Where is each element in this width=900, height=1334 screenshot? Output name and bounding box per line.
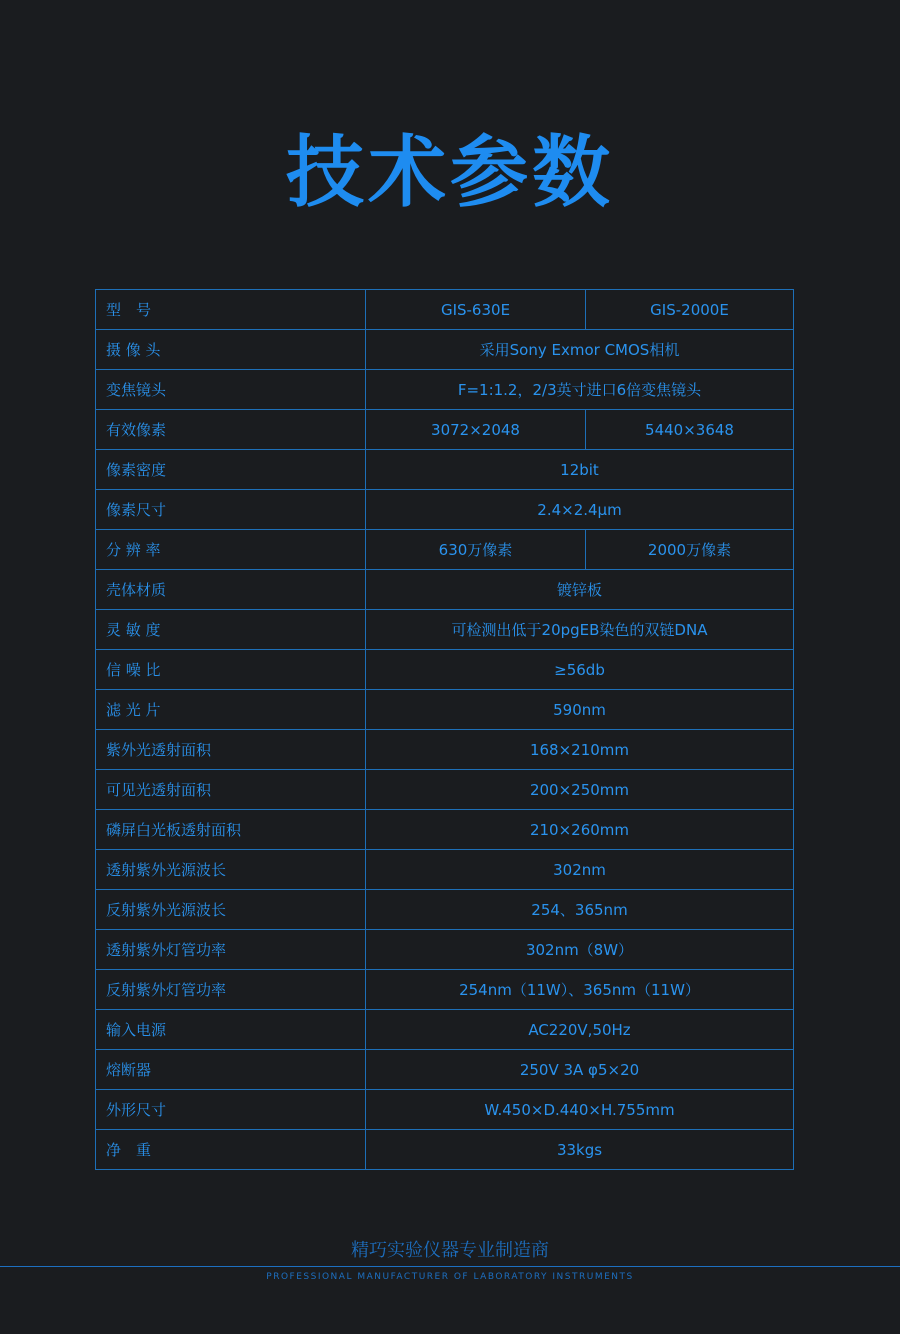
row-value: W.450×D.440×H.755mm — [366, 1090, 794, 1130]
table-row — [96, 970, 794, 1010]
row-label: 反射紫外灯管功率 — [96, 970, 366, 1010]
row-value: 254nm（11W）、365nm（11W） — [366, 970, 794, 1010]
row-value: 2.4×2.4μm — [366, 490, 794, 530]
row-value: 302nm（8W） — [366, 930, 794, 970]
row-label: 可见光透射面积 — [96, 770, 366, 810]
row-label: 熔断器 — [96, 1050, 366, 1090]
row-value: 镀锌板 — [366, 570, 794, 610]
row-label: 外形尺寸 — [96, 1090, 366, 1130]
table-row — [96, 1090, 794, 1130]
row-label: 透射紫外灯管功率 — [96, 930, 366, 970]
row-label: 输入电源 — [96, 1010, 366, 1050]
table-row — [96, 730, 794, 770]
row-value: 250V 3A φ5×20 — [366, 1050, 794, 1090]
spec-table-body — [96, 290, 794, 1170]
row-value: 可检测出低于20pgEB染色的双链DNA — [366, 610, 794, 650]
row-label: 摄 像 头 — [96, 330, 366, 370]
row-label: 灵 敏 度 — [96, 610, 366, 650]
row-value: 168×210mm — [366, 730, 794, 770]
row-label: 有效像素 — [96, 410, 366, 450]
row-value: F=1:1.2，2/3英寸进口6倍变焦镜头 — [366, 370, 794, 410]
spec-table — [95, 289, 794, 1170]
table-row — [96, 330, 794, 370]
table-row — [96, 1130, 794, 1170]
row-value-630e: 3072×2048 — [366, 410, 586, 450]
row-label: 像素尺寸 — [96, 490, 366, 530]
row-value: 12bit — [366, 450, 794, 490]
table-row — [96, 490, 794, 530]
table-row — [96, 810, 794, 850]
row-value: 590nm — [366, 690, 794, 730]
row-label: 壳体材质 — [96, 570, 366, 610]
footer-slogan: 精巧实验仪器专业制造商 — [351, 1240, 549, 1261]
page-title: 技术参数 — [285, 128, 614, 218]
table-row — [96, 650, 794, 690]
row-value: AC220V,50Hz — [366, 1010, 794, 1050]
row-value: ≥56db — [366, 650, 794, 690]
row-value: 254、365nm — [366, 890, 794, 930]
row-label: 紫外光透射面积 — [96, 730, 366, 770]
footer-divider — [0, 1266, 900, 1267]
row-value: 210×260mm — [366, 810, 794, 850]
table-row — [96, 850, 794, 890]
table-row — [96, 930, 794, 970]
row-label: 信 噪 比 — [96, 650, 366, 690]
table-row — [96, 690, 794, 730]
row-label: 像素密度 — [96, 450, 366, 490]
table-row-model — [96, 290, 794, 330]
table-row — [96, 410, 794, 450]
model-630e: GIS-630E — [366, 290, 586, 330]
row-label: 滤 光 片 — [96, 690, 366, 730]
row-value-2000e: 2000万像素 — [586, 530, 794, 570]
table-row — [96, 1010, 794, 1050]
row-label: 磷屏白光板透射面积 — [96, 810, 366, 850]
row-value-2000e: 5440×3648 — [586, 410, 794, 450]
row-label: 型 号 — [96, 290, 366, 330]
table-row — [96, 610, 794, 650]
row-label: 净 重 — [96, 1130, 366, 1170]
table-row — [96, 890, 794, 930]
row-value-630e: 630万像素 — [366, 530, 586, 570]
table-row — [96, 370, 794, 410]
model-2000e: GIS-2000E — [586, 290, 794, 330]
footer-slogan-en: PROFESSIONAL MANUFACTURER OF LABORATORY INSTRUMENTS — [266, 1272, 634, 1282]
row-value: 302nm — [366, 850, 794, 890]
table-row — [96, 570, 794, 610]
row-label: 分 辨 率 — [96, 530, 366, 570]
row-value: 33kgs — [366, 1130, 794, 1170]
table-row — [96, 530, 794, 570]
table-row — [96, 1050, 794, 1090]
table-row — [96, 450, 794, 490]
row-value: 200×250mm — [366, 770, 794, 810]
table-row — [96, 770, 794, 810]
row-label: 变焦镜头 — [96, 370, 366, 410]
row-label: 透射紫外光源波长 — [96, 850, 366, 890]
row-value: 采用Sony Exmor CMOS相机 — [366, 330, 794, 370]
row-label: 反射紫外光源波长 — [96, 890, 366, 930]
